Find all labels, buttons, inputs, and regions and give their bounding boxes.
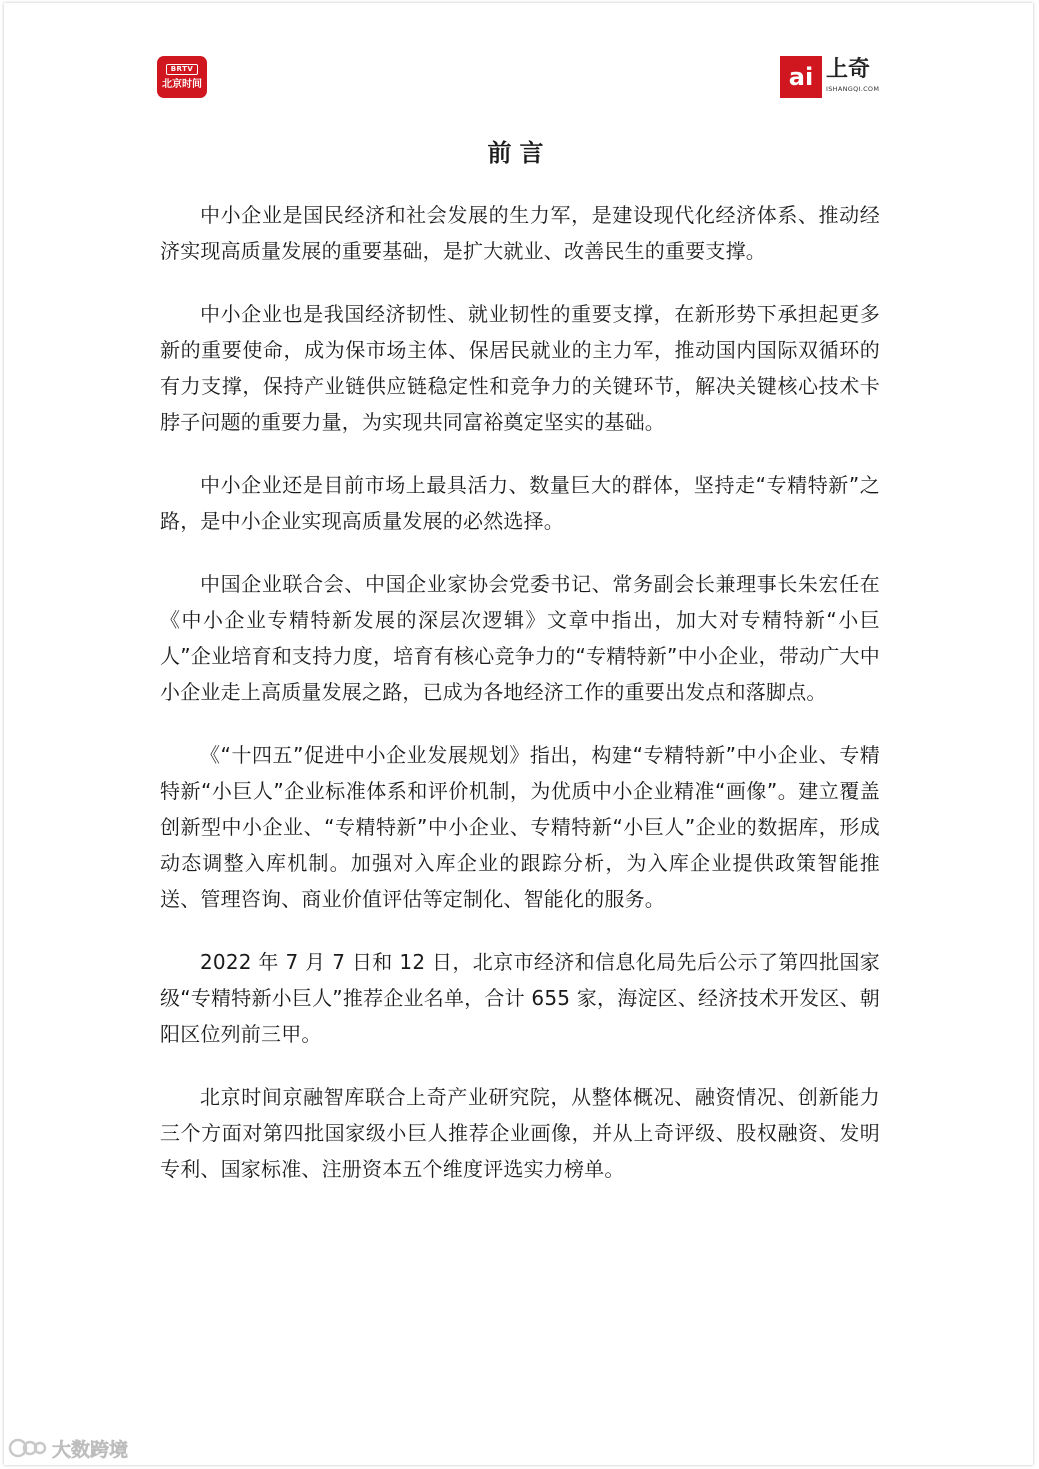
paragraph-4: 中国企业联合会、中国企业家协会党委书记、常务副会长兼理事长朱宏任在《中小企业专精特新发展的深层次逻辑》文章中指出，加大对专精特新“小巨人”企业培育和支持力度，培育有核心竞争力的“专精特新”中小企业，带动广大中小企业走上高质量发展之路，已成为各地经济工作的重要出发点和落脚点。: [160, 572, 880, 704]
shangqi-ai-mark: ai: [780, 56, 822, 98]
paragraph-5: 《“十四五”促进中小企业发展规划》指出，构建“专精特新”中小企业、专精特新“小巨人”企业标准体系和评价机制，为优质中小企业精准“画像”。建立覆盖创新型中小企业、“专精特新”中小企业、专精特新“小巨人”企业的数据库，形成动态调整入库机制。加强对入库企业的跟踪分析，为入库企业提供政策智能推送、管理咨询、商业价值评估等定制化、智能化的服务。: [160, 743, 880, 911]
page-title: 前言: [487, 139, 552, 167]
document-body: [160, 197, 880, 1214]
paragraph-1: 中小企业是国民经济和社会发展的生力军，是建设现代化经济体系、推动经济实现高质量发展的重要基础，是扩大就业、改善民生的重要支撑。: [160, 203, 880, 263]
brtv-logo: [157, 56, 207, 98]
paragraph-7: 北京时间京融智库联合上奇产业研究院，从整体概况、融资情况、创新能力三个方面对第四批国家级小巨人推荐企业画像，并从上奇评级、股权融资、发明专利、国家标准、注册资本五个维度评选实力榜单。: [160, 1085, 880, 1181]
shangqi-logo: [780, 56, 882, 98]
watermark-logo-icon: [8, 1435, 48, 1461]
brtv-logo-name: 北京时间: [162, 79, 202, 90]
watermark: [8, 1433, 128, 1463]
brtv-mark: BRTV: [166, 64, 198, 75]
paragraph-6: 2022 年 7 月 7 日和 12 日，北京市经济和信息化局先后公示了第四批国家级“专精特新小巨人”推荐企业名单，合计 655 家，海淀区、经济技术开发区、朝阳区位列前三甲。: [160, 950, 880, 1046]
shangqi-logo-domain: ISHANGQI.COM: [826, 85, 880, 93]
paragraph-3: 中小企业还是目前市场上最具活力、数量巨大的群体，坚持走“专精特新”之路，是中小企业实现高质量发展的必然选择。: [160, 473, 880, 533]
paragraph-2: 中小企业也是我国经济韧性、就业韧性的重要支撑，在新形势下承担起更多新的重要使命，成为保市场主体、保居民就业的主力军，推动国内国际双循环的有力支撑，保持产业链供应链稳定性和竞争力的关键环节，解决关键核心技术卡脖子问题的重要力量，为实现共同富裕奠定坚实的基础。: [160, 302, 880, 434]
watermark-text: 大数跨境: [52, 1438, 129, 1461]
shangqi-logo-name: 上奇: [826, 57, 871, 82]
